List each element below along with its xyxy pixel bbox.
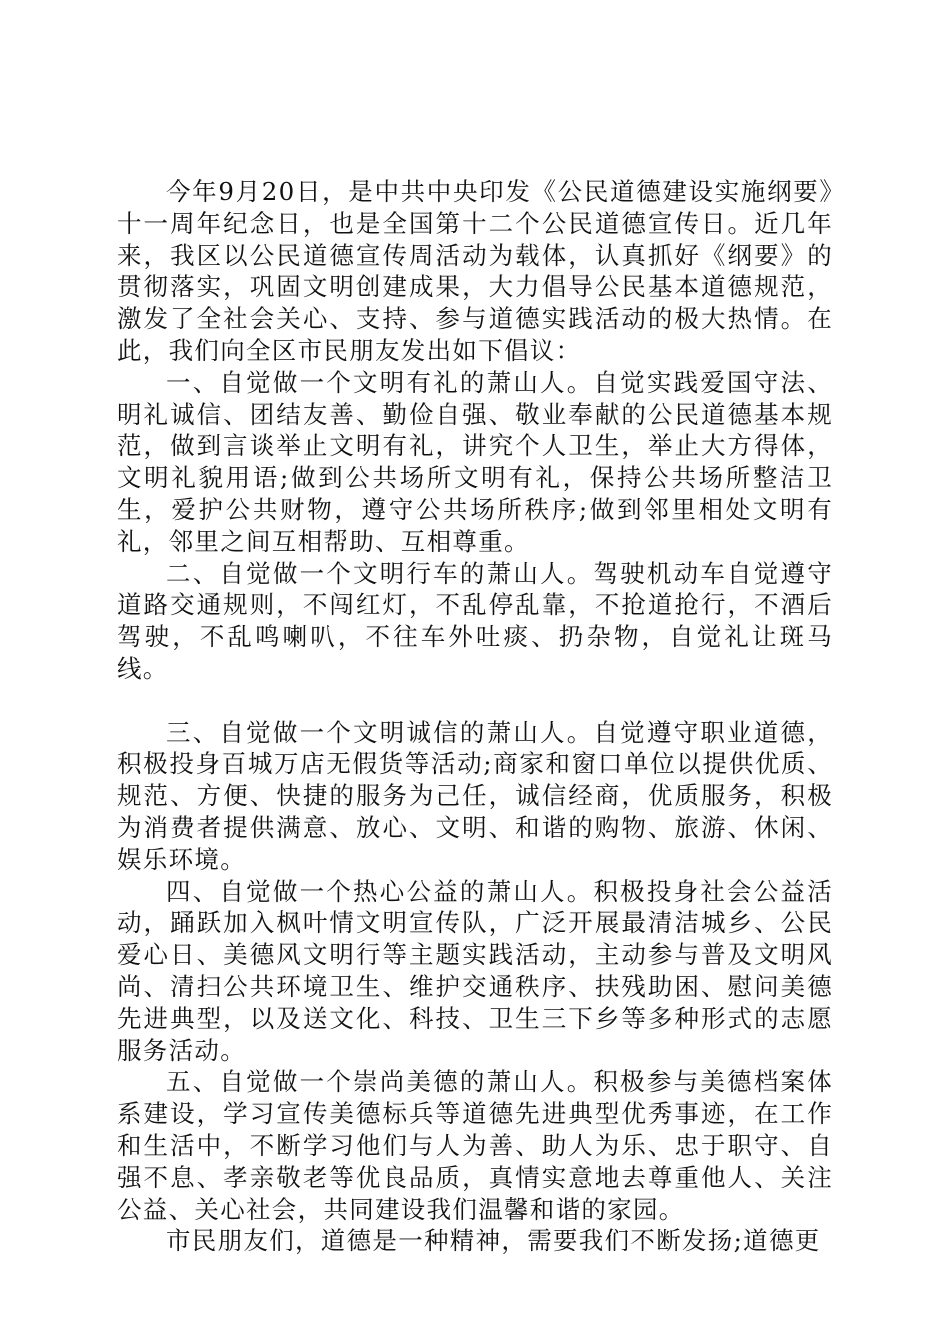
paragraph-item-2: 二、自觉做一个文明行车的萧山人。驾驶机动车自觉遵守道路交通规则，不闯红灯，不乱停乱靠，不抢道抢行，不酒后驾驶，不乱鸣喇叭，不往车外吐痰、扔杂物，自觉礼让斑马线。 [117, 558, 833, 683]
paragraph-closing: 市民朋友们，道德是一种精神，需要我们不断发扬;道德更 [166, 1226, 821, 1256]
document-body [117, 176, 833, 1257]
paragraph-item-3: 三、自觉做一个文明诚信的萧山人。自觉遵守职业道德，积极投身百城万店无假货等活动;商家和窗口单位以提供优质、规范、方便、快捷的服务为己任，诚信经商，优质服务，积极为消费者提供满意、放心、文明、和谐的购物、旅游、休闲、娱乐环境。 [117, 717, 833, 874]
paragraph-item-5: 五、自觉做一个崇尚美德的萧山人。积极参与美德档案体系建设，学习宣传美德标兵等道德先进典型优秀事迹，在工作和生活中，不断学习他们与人为善、助人为乐、忠于职守、自强不息、孝亲敬老等优良品质，真情实意地去尊重他人、关注公益、关心社会，共同建设我们温馨和谐的家园。 [117, 1067, 833, 1224]
paragraph-item-1: 一、自觉做一个文明有礼的萧山人。自觉实践爱国守法、明礼诚信、团结友善、勤俭自强、敬业奉献的公民道德基本规范，做到言谈举止文明有礼，讲究个人卫生，举止大方得体，文明礼貌用语;做到公共场所文明有礼，保持公共场所整洁卫生，爱护公共财物，遵守公共场所秩序;做到邻里相处文明有礼，邻里之间互相帮助、互相尊重。 [117, 367, 833, 556]
paragraph-intro: 今年9月20日，是中共中央印发《公民道德建设实施纲要》十一周年纪念日，也是全国第十二个公民道德宣传日。近几年来，我区以公民道德宣传周活动为载体，认真抓好《纲要》的贯彻落实，巩固文明创建成果，大力倡导公民基本道德规范，激发了全社会关心、支持、参与道德实践活动的极大热情。在此，我们向全区市民朋友发出如下倡议： [117, 177, 833, 365]
paragraph-item-4: 四、自觉做一个热心公益的萧山人。积极投身社会公益活动，踊跃加入枫叶情文明宣传队，广泛开展最清洁城乡、公民爱心日、美德风文明行等主题实践活动，主动参与普及文明风尚、清扫公共环境卫生、维护交通秩序、扶残助困、慰问美德先进典型，以及送文化、科技、卫生三下乡等多种形式的志愿服务活动。 [117, 876, 833, 1065]
